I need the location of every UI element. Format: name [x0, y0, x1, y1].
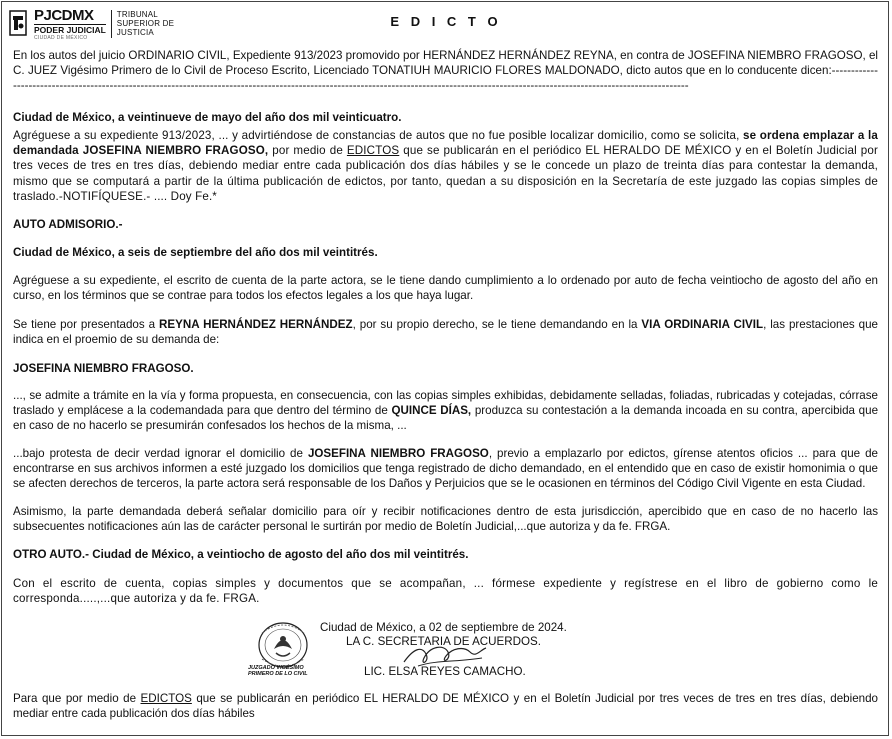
seal-caption: JUZGADO VIGÉSIMO PRIMERO DE LO CIVIL [248, 665, 308, 677]
signature-role: LA C. SECRETARIA DE ACUERDOS. [346, 635, 541, 648]
edictos-link-text: EDICTOS [346, 144, 400, 158]
footer-edictos-text: EDICTOS [140, 692, 192, 705]
paragraph-3: Se tiene por presentados a REYNA HERNÁNDEZ HERNÁNDEZ, por su propio derecho, se le tiene demandando en la VIA ORDINARIA CIVIL, las prestaciones que indica en el proemio de su demanda de: [13, 318, 878, 347]
footer-paragraph: Para que por medio de EDICTOS que se publicarán en periódico EL HERALDO DE MÉXICO y en el Boletín Judicial por tres veces de tres en tres días, debiendo mediar entre cada publicación dos días hábiles [13, 692, 878, 721]
signature-place-date: Ciudad de México, a 02 de septiembre de 2024. [320, 621, 567, 634]
paragraph-7: Con el escrito de cuenta, copias simples y documentos que se acompañan, ... fórmese expediente y regístrese en el libro de gobierno como le corresponda.....,...que autoriza y da fe. FRGA. [13, 577, 878, 606]
intro-paragraph: En los autos del juicio ORDINARIO CIVIL, Expediente 913/2023 promovido por HERNÁNDEZ HERNÁNDEZ REYNA, en contra de JOSEFINA NIEMBRO FRAGOSO, el C. JUEZ Vigésimo Primero de lo Civil de Proceso Escrito, Licenciado TONATIUH MAURICIO FLORES MALDONADO, dicto autos que en lo conducente dicen:------------------------------------------------------------------------------------------------------------------------------------------------------------------------------------------- [13, 49, 878, 93]
date-heading-2: Ciudad de México, a seis de septiembre del año dos mil veintitrés. [13, 246, 378, 259]
header [8, 6, 884, 46]
brand-name: PJCDMX [34, 7, 94, 24]
otro-auto-heading: OTRO AUTO.- Ciudad de México, a veintiocho de agosto del año dos mil veintitrés. [13, 548, 469, 561]
date-heading-1: Ciudad de México, a veintinueve de mayo del año dos mil veinticuatro. [13, 111, 402, 124]
paragraph-5: ...bajo protesta de decir verdad ignorar el domicilio de JOSEFINA NIEMBRO FRAGOSO, previo a emplazarlo por edictos, gírense atentos oficios ... para que de encontrarse en sus archivos informen a esté juzgado los domicilios que tenga registrado de dicho demandado, en el entendido que en caso de existir homonimia o que se afecten derechos de terceros, la parte actora será responsable de los Daños y Perjuicios que se le ocasionen en términos del Código Civil Vigente en esta Ciudad. [13, 447, 878, 491]
brand-city: CIUDAD DE MÉXICO [34, 34, 88, 41]
defendant-name-heading: JOSEFINA NIEMBRO FRAGOSO. [13, 362, 194, 375]
auto-admisorio-heading: AUTO ADMISORIO.- [13, 218, 123, 231]
document-title: E D I C T O [390, 14, 502, 29]
paragraph-2: Agréguese a su expediente, el escrito de cuenta de la parte actora, se le tiene dando cumplimiento a lo ordenado por auto de fecha veintiocho de agosto del año en curso, en los términos que se contrae para todos los efectos legales a los que haya lugar. [13, 274, 878, 303]
brand-subtitle: PODER JUDICIAL [34, 25, 106, 35]
paragraph-6: Asimismo, la parte demandada deberá señalar domicilio para oír y recibir notificaciones dentro de esta jurisdicción, apercibido que en caso de no hacerlo las subsecuentes notificaciones aún las de carácter personal le surtirán por medio de Boletín Judicial,...que autoriza y da fe. FRGA. [13, 505, 878, 534]
paragraph-4: ..., se admite a trámite en la vía y forma propuesta, en consecuencia, con las copias simples exhibidas, debidamente selladas, foliadas, rubricadas y cotejadas, córrase traslado y emplácese a la codemandada para que dentro del término de QUINCE DÍAS, produzca su contestación a la demanda incoada en su contra, apercibida que en caso de no hacerlo se presumirán confesados los hechos de la misma, ... [13, 389, 879, 433]
tribunal-label: TRIBUNAL SUPERIOR DE JUSTICIA [116, 10, 175, 37]
paragraph-1: Agréguese a su expediente 913/2023, ... y advirtiéndose de constancias de autos que no fue posible localizar domicilio, como se solicita, se ordena emplazar a la demandada JOSEFINA NIEMBRO FRAGOSO, por medio de EDICTOS que se publicarán en el periódico EL HERALDO DE MÉXICO y en el Boletín Judicial por tres veces de tres en tres días, debiendo mediar entre cada publicación dos días hábiles y se le concede un plazo de treinta días para contestar la demanda, mismo que se computará a partir de la última publicación de edictos, por tanto, quedan a su disposición en la Secretaría de este juzgado las copias simples de traslado.-NOTIFÍQUESE.- .... Doy Fe.* [13, 129, 879, 203]
signature-name: LIC. ELSA REYES CAMACHO. [364, 665, 526, 678]
